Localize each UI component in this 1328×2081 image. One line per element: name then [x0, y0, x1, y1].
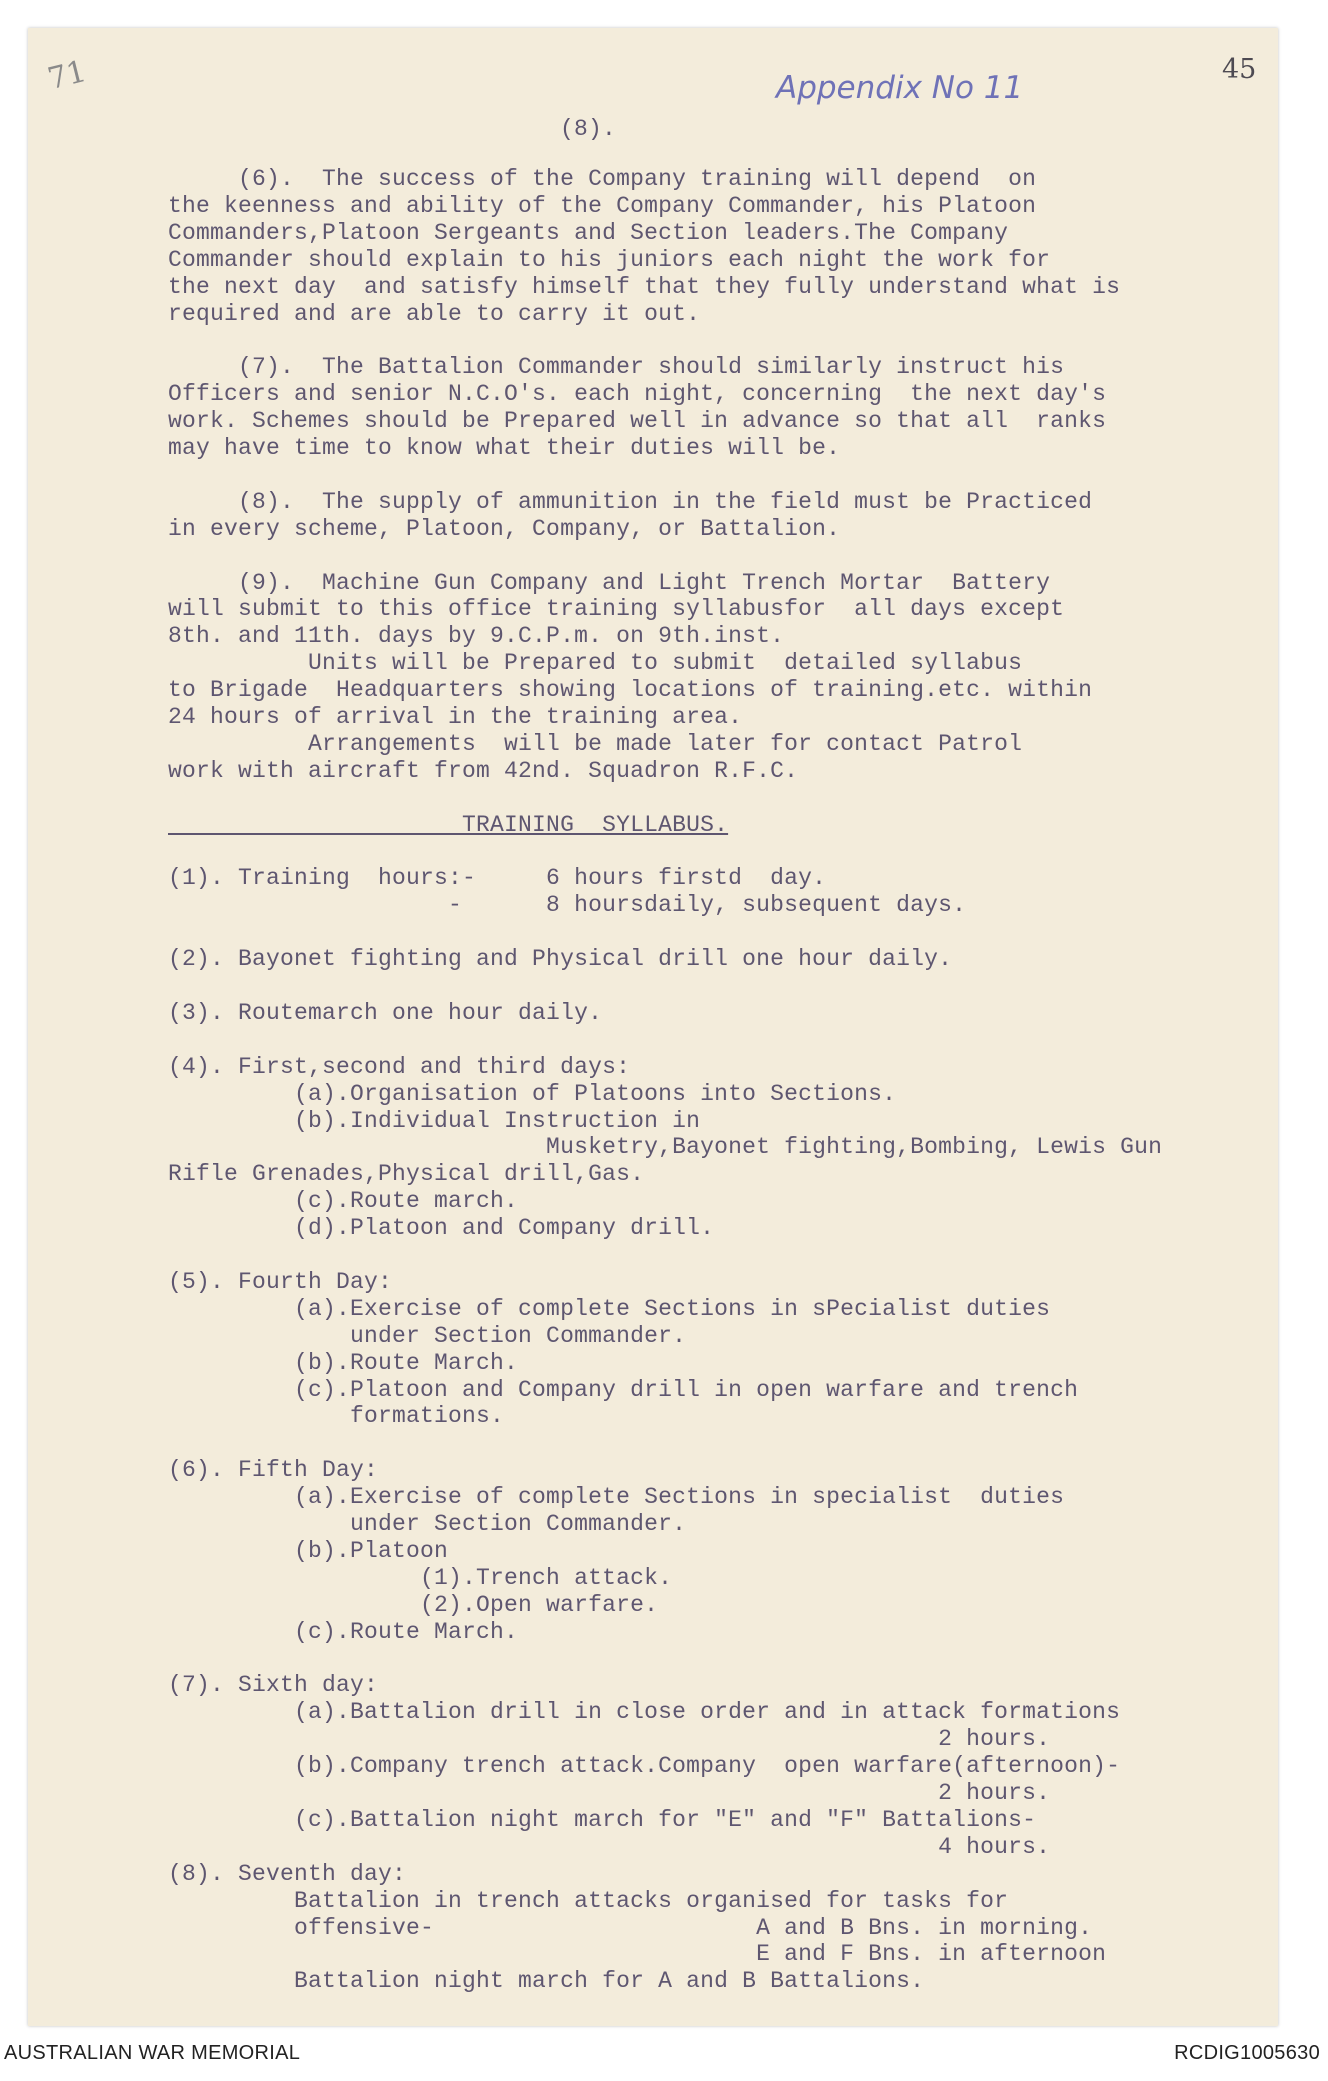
text-line: - 8 hoursdaily, subsequent days. [168, 892, 967, 919]
sheet-marker: (8). [560, 116, 617, 142]
text-line: Commander should explain to his juniors each night the work for [168, 246, 1051, 273]
text-line: (4). First,second and third days: [168, 1053, 631, 1080]
text-line: to Brigade Headquarters showing locations of training.etc. within [168, 677, 1093, 704]
text-line: Rifle Grenades,Physical drill,Gas. [168, 1161, 645, 1188]
text-line: Commanders,Platoon Sergeants and Section leaders.The Company [168, 219, 1009, 246]
text-line: E and F Bns. in afternoon [168, 1941, 1107, 1968]
text-line: Battalion night march for A and B Battalions. [168, 1968, 925, 1995]
text-line: 8th. and 11th. days by 9.C.P.m. on 9th.inst. [168, 623, 785, 650]
text-line: 2 hours. [168, 1726, 1051, 1753]
text-line: (a).Exercise of complete Sections in specialist duties [168, 1484, 1065, 1511]
text-line: (2).Open warfare. [168, 1591, 659, 1618]
text-line: in every scheme, Platoon, Company, or Battalion. [168, 515, 841, 542]
footer-right: RCDIG1005630 [1174, 2042, 1320, 2064]
text-line: (7). The Battalion Commander should similarly instruct his [168, 354, 1065, 381]
text-line: 4 hours. [168, 1833, 1051, 1860]
text-line: work with aircraft from 42nd. Squadron R.F.C. [168, 757, 799, 784]
text-line: (8). The supply of ammunition in the field must be Practiced [168, 488, 1093, 515]
text-line: (a).Battalion drill in close order and in attack formations [168, 1699, 1121, 1726]
text-line: (c).Platoon and Company drill in open warfare and trench [168, 1376, 1079, 1403]
text-line: (2). Bayonet fighting and Physical drill one hour daily. [168, 946, 953, 973]
text-line: (a).Exercise of complete Sections in sPecialist duties [168, 1295, 1051, 1322]
text-line: 24 hours of arrival in the training area. [168, 704, 743, 730]
text-line: Officers and senior N.C.O's. each night, concerning the next day's [168, 381, 1107, 408]
text-line: TRAINING SYLLABUS. [168, 811, 729, 838]
text-line: (7). Sixth day: [168, 1672, 379, 1699]
text-line: (6). The success of the Company training will depend on [168, 166, 1037, 192]
text-line: (c).Route March. [168, 1618, 519, 1645]
text-line: (b).Platoon [168, 1537, 449, 1564]
text-line: (3). Routemarch one hour daily. [168, 999, 603, 1026]
text-line: 2 hours. [168, 1780, 1051, 1806]
text-line: (c).Battalion night march for "E" and "F" Battalions- [168, 1806, 1037, 1833]
text-line: will submit to this office training syllabusfor all days except [168, 596, 1065, 623]
text-line: Battalion in trench attacks organised for tasks for [168, 1887, 1009, 1914]
text-line: Units will be Prepared to submit detailed syllabus [168, 650, 1023, 677]
text-line: Arrangements will be made later for contact Patrol [168, 730, 1023, 757]
text-line: work. Schemes should be Prepared well in advance so that all ranks [168, 408, 1107, 435]
text-line: required and are able to carry it out. [168, 300, 701, 327]
text-line: (d).Platoon and Company drill. [168, 1215, 715, 1242]
text-line: the keenness and ability of the Company Commander, his Platoon [168, 192, 1037, 219]
text-line: (1).Trench attack. [168, 1564, 673, 1591]
text-line: (b).Individual Instruction in [168, 1107, 701, 1134]
text-line: (6). Fifth Day: [168, 1457, 379, 1484]
text-line: may have time to know what their duties will be. [168, 435, 841, 461]
text-line: under Section Commander. [168, 1511, 687, 1537]
text-line: (8). Seventh day: [168, 1860, 407, 1887]
footer-left: AUSTRALIAN WAR MEMORIAL [4, 2042, 301, 2064]
text-line: (b).Company trench attack.Company open warfare(afternoon)- [168, 1753, 1121, 1780]
text-line: formations. [168, 1403, 505, 1430]
text-line: (c).Route march. [168, 1188, 519, 1215]
text-line: (1). Training hours:- 6 hours firstd day. [168, 865, 827, 892]
text-line: under Section Commander. [168, 1322, 687, 1349]
text-line: the next day and satisfy himself that they fully understand what is [168, 273, 1121, 300]
page-number: 45 [1222, 54, 1257, 85]
text-line: offensive- A and B Bns. in morning. [168, 1914, 1093, 1941]
pencil-folio-number: 71 [44, 53, 90, 98]
appendix-handwritten-label: Appendix No 11 [776, 70, 1024, 106]
text-line: (9). Machine Gun Company and Light Trench Mortar Battery [168, 569, 1051, 596]
text-line: (a).Organisation of Platoons into Sections. [168, 1080, 897, 1107]
text-line: (5). Fourth Day: [168, 1268, 393, 1295]
text-line: (b).Route March. [168, 1349, 519, 1376]
text-line: Musketry,Bayonet fighting,Bombing, Lewis Gun [168, 1134, 1163, 1161]
